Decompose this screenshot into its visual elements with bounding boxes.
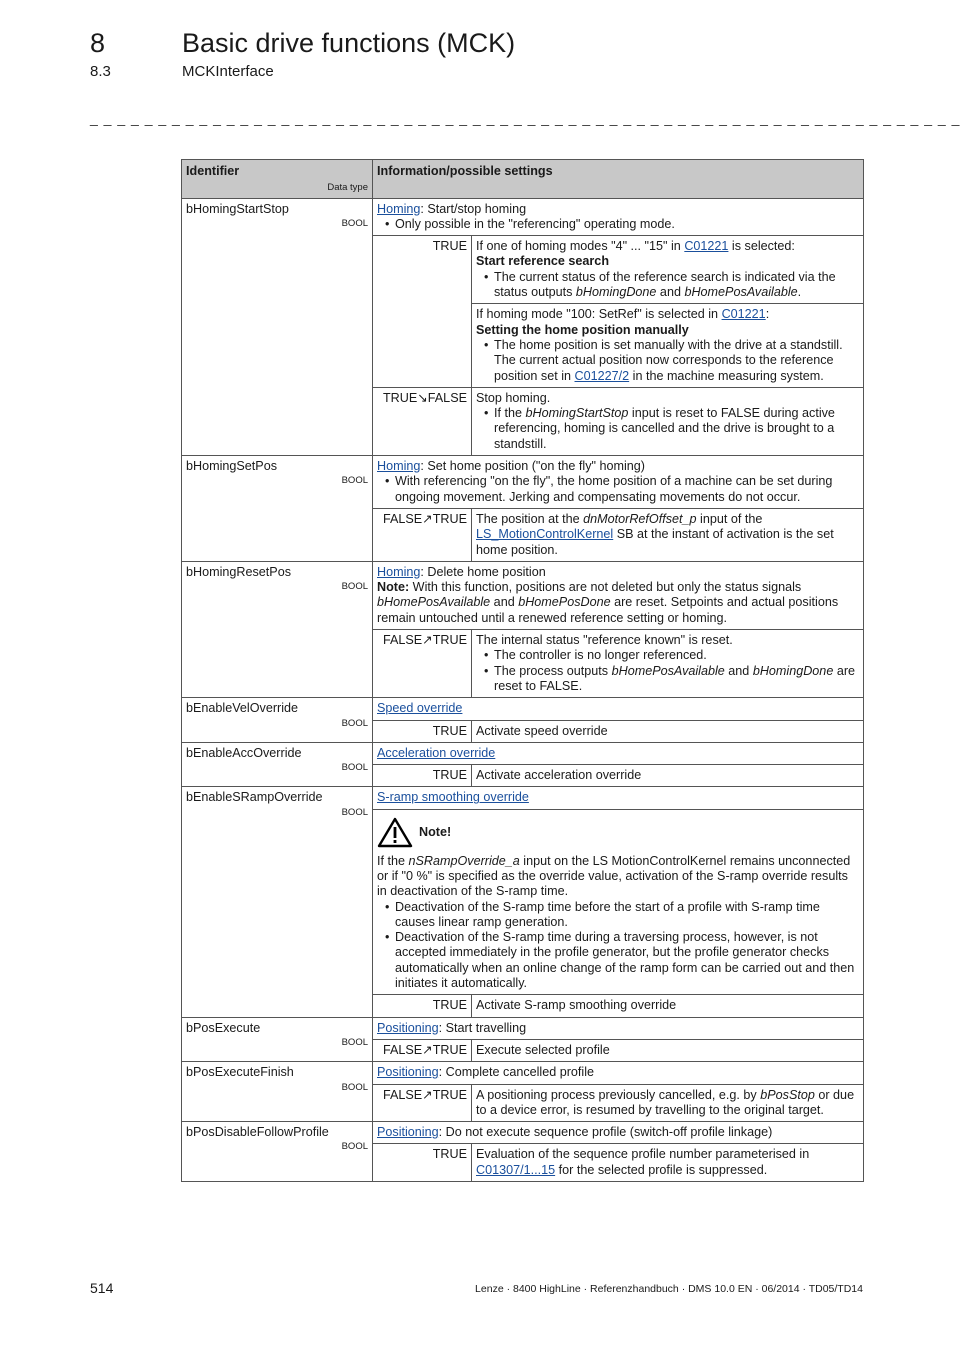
description-text: : Start travelling bbox=[438, 1020, 527, 1035]
list-item: • The home position is set manually with the drive at a standstill. The current actual position now corresponds to the reference position set in C01227/2 in the machine measuring system. bbox=[494, 338, 859, 384]
ls-motioncontrolkernel-link[interactable]: LS_MotionControlKernel bbox=[476, 527, 614, 542]
description-text: : Start/stop homing bbox=[420, 201, 527, 216]
data-type: BOOL bbox=[341, 475, 368, 487]
list-item: • If the bHomingStartStop input is reset to FALSE during active referencing, homing is cancelled and the drive is brought to a standstill. bbox=[494, 406, 859, 452]
setting-value: FALSE↗TRUE bbox=[373, 630, 472, 698]
positioning-link[interactable]: Positioning bbox=[377, 1125, 439, 1140]
list-item: • The current status of the reference search is indicated via the status outputs bHomingDone and bHomePosAvailable. bbox=[494, 270, 859, 301]
setting-value: FALSE↗TRUE bbox=[373, 508, 472, 561]
identifier-cell bbox=[182, 1017, 373, 1062]
table-header-row bbox=[182, 160, 864, 199]
section-title: MCKInterface bbox=[182, 63, 274, 80]
description-cell bbox=[373, 198, 864, 236]
setting-description bbox=[472, 630, 864, 698]
identifier-cell bbox=[182, 561, 373, 697]
text: If homing mode "100: SetRef" is selected in bbox=[476, 307, 722, 322]
subheading: Setting the home position manually bbox=[476, 322, 689, 337]
setting-description: Execute selected profile bbox=[472, 1039, 864, 1061]
identifier-cell bbox=[182, 1062, 373, 1122]
list-item: • Deactivation of the S-ramp time before the start of a profile with S-ramp time causes linear ramp generation. bbox=[395, 900, 859, 931]
setting-value: TRUE bbox=[373, 765, 472, 787]
section-number: 8.3 bbox=[90, 63, 111, 80]
list-item: • Deactivation of the S-ramp time during a traversing process, however, is not accepted immediately in the profile generator, but the profile generator checks automatically when an online change of the ramp form can be carried out and then initiates it automatically. bbox=[395, 930, 859, 991]
subheading: Start reference search bbox=[476, 254, 610, 269]
identifier-name: bHomingSetPos bbox=[186, 459, 278, 474]
acceleration-override-link[interactable]: Acceleration override bbox=[377, 745, 496, 760]
identifier-cell bbox=[182, 1122, 373, 1182]
c01221-link[interactable]: C01221 bbox=[684, 239, 729, 254]
homing-link[interactable]: Homing bbox=[377, 201, 421, 216]
header-divider: _ _ _ _ _ _ _ _ _ _ _ _ _ _ _ _ _ _ _ _ _ _ _ _ _ _ _ _ _ _ _ _ _ _ _ _ _ _ _ _ _ _ _ _ _ _ _ _ _ _ _ _ _ _ _ _ _ _ _ _ _ _ _ _ bbox=[90, 110, 960, 126]
c01221-link[interactable]: C01221 bbox=[721, 307, 766, 322]
table-row bbox=[182, 698, 864, 720]
positioning-link[interactable]: Positioning bbox=[377, 1065, 439, 1080]
data-type: BOOL bbox=[341, 1081, 368, 1093]
c01227-link[interactable]: C01227/2 bbox=[574, 368, 630, 383]
speed-override-link[interactable]: Speed override bbox=[377, 701, 463, 716]
description-cell bbox=[373, 456, 864, 509]
text: If one of homing modes "4" ... "15" in bbox=[476, 239, 685, 254]
identifier-cell bbox=[182, 787, 373, 1017]
chapter-number: 8 bbox=[90, 28, 106, 58]
data-type: BOOL bbox=[341, 1141, 368, 1153]
footer-document-info: Lenze · 8400 HighLine · Referenzhandbuch · DMS 10.0 EN · 06/2014 · TD05/TD14 bbox=[475, 1283, 863, 1295]
identifier-name: bEnableVelOverride bbox=[186, 701, 299, 716]
list-item: • With referencing "on the fly", the home position of a machine can be set during ongoing movement. Jerking and compensating movements do not occur. bbox=[395, 474, 859, 505]
identifier-name: bPosDisableFollowProfile bbox=[186, 1125, 329, 1140]
description-cell bbox=[373, 787, 864, 809]
info-column-header: Information/possible settings bbox=[373, 160, 864, 199]
data-type: BOOL bbox=[341, 1036, 368, 1048]
setting-description: A positioning process previously cancelled, e.g. by bPosStop or due to a device error, is resumed by travelling to the original target. bbox=[472, 1084, 864, 1122]
identifier-name: bHomingResetPos bbox=[186, 564, 291, 579]
c01307-link[interactable]: C01307/1...15 bbox=[476, 1162, 556, 1177]
table-row bbox=[182, 456, 864, 509]
setting-description: The position at the dnMotorRefOffset_p input of the LS_MotionControlKernel SB at the instant of activation is the set home position. bbox=[472, 508, 864, 561]
identifier-name: bEnableAccOverride bbox=[186, 745, 302, 760]
text: The internal status "reference known" is reset. bbox=[476, 633, 733, 648]
setting-value: TRUE↘FALSE bbox=[373, 387, 472, 455]
note-heading bbox=[377, 817, 859, 848]
s-ramp-override-link[interactable]: S-ramp smoothing override bbox=[377, 790, 529, 805]
description-cell bbox=[373, 1122, 864, 1144]
text: : bbox=[765, 307, 770, 322]
setting-description: Activate speed override bbox=[472, 720, 864, 742]
identifier-cell bbox=[182, 198, 373, 455]
data-type: BOOL bbox=[341, 717, 368, 729]
text: Stop homing. bbox=[476, 390, 551, 405]
note-title: Note! bbox=[419, 824, 452, 839]
data-type: BOOL bbox=[341, 762, 368, 774]
homing-link[interactable]: Homing bbox=[377, 459, 421, 474]
list-item: • The controller is no longer referenced. bbox=[494, 648, 859, 663]
chapter-title: Basic drive functions (MCK) bbox=[182, 28, 516, 58]
description-cell bbox=[373, 742, 864, 764]
note-cell: Note! If the nSRampOverride_a input on the LS MotionControlKernel remains unconnected or if "0 %" is specified as the override value, activation of the S-ramp override results in deactivation of the S-ramp time. • Deactivation of the S-ramp time before the start of a profile with S-ramp time causes linear ramp generation. • Deactivation of the S-ramp time during a traversing process, however, is not accepted immediately in the profile generator, but the profile generator checks automatically when an online change of the ramp form can be carried out and then initiates it automatically. bbox=[373, 809, 864, 995]
data-type: BOOL bbox=[341, 217, 368, 229]
description-cell bbox=[373, 1062, 864, 1084]
identifier-column-header bbox=[182, 160, 373, 199]
setting-description bbox=[472, 236, 864, 304]
description-text: : Complete cancelled profile bbox=[438, 1065, 595, 1080]
identifier-header-label: Identifier bbox=[186, 164, 240, 178]
setting-value: FALSE↗TRUE bbox=[373, 1039, 472, 1061]
setting-value: TRUE bbox=[373, 995, 472, 1017]
setting-description bbox=[472, 304, 864, 387]
setting-description: Activate acceleration override bbox=[472, 765, 864, 787]
datatype-header-label: Data type bbox=[327, 182, 368, 194]
table-row bbox=[182, 1122, 864, 1144]
data-type: BOOL bbox=[341, 806, 368, 818]
setting-value: TRUE bbox=[373, 720, 472, 742]
identifier-cell bbox=[182, 742, 373, 787]
description-cell: Homing: Delete home position Note: With this function, positions are not deleted but only the status signals bHomePosAvailable and bHomePosDone are reset. Setpoints and actual positions remain untouched until a renewed reference setting or homing. bbox=[373, 561, 864, 629]
description-cell bbox=[373, 698, 864, 720]
parameter-table bbox=[181, 159, 864, 1182]
positioning-link[interactable]: Positioning bbox=[377, 1020, 439, 1035]
warning-triangle-icon bbox=[377, 817, 413, 848]
identifier-name: bPosExecute bbox=[186, 1020, 261, 1035]
setting-value: TRUE bbox=[373, 1144, 472, 1182]
identifier-cell bbox=[182, 698, 373, 743]
homing-link[interactable]: Homing bbox=[377, 564, 421, 579]
table-row bbox=[182, 561, 864, 629]
description-text: : Do not execute sequence profile (switch-off profile linkage) bbox=[438, 1125, 773, 1140]
table-row bbox=[182, 1062, 864, 1084]
list-item: • Only possible in the "referencing" operating mode. bbox=[395, 217, 859, 232]
description-text: : Set home position ("on the fly" homing) bbox=[420, 459, 645, 474]
table-row bbox=[182, 198, 864, 236]
setting-value: TRUE bbox=[373, 236, 472, 388]
setting-value: FALSE↗TRUE bbox=[373, 1084, 472, 1122]
description-text: : Delete home position bbox=[420, 564, 546, 579]
table-row bbox=[182, 787, 864, 809]
identifier-name: bEnableSRampOverride bbox=[186, 790, 323, 805]
table-row bbox=[182, 1017, 864, 1039]
identifier-cell bbox=[182, 456, 373, 562]
data-type: BOOL bbox=[341, 581, 368, 593]
table-row bbox=[182, 742, 864, 764]
note-label: Note: bbox=[377, 580, 410, 595]
setting-description: Activate S-ramp smoothing override bbox=[472, 995, 864, 1017]
page-number: 514 bbox=[90, 1280, 114, 1296]
identifier-name: bHomingStartStop bbox=[186, 201, 289, 216]
list-item: • The process outputs bHomePosAvailable and bHomingDone are reset to FALSE. bbox=[494, 664, 859, 695]
text: is selected: bbox=[728, 239, 795, 254]
setting-description bbox=[472, 387, 864, 455]
setting-description: Evaluation of the sequence profile number parameterised in C01307/1...15 for the selected profile is suppressed. bbox=[472, 1144, 864, 1182]
description-cell bbox=[373, 1017, 864, 1039]
identifier-name: bPosExecuteFinish bbox=[186, 1065, 294, 1080]
